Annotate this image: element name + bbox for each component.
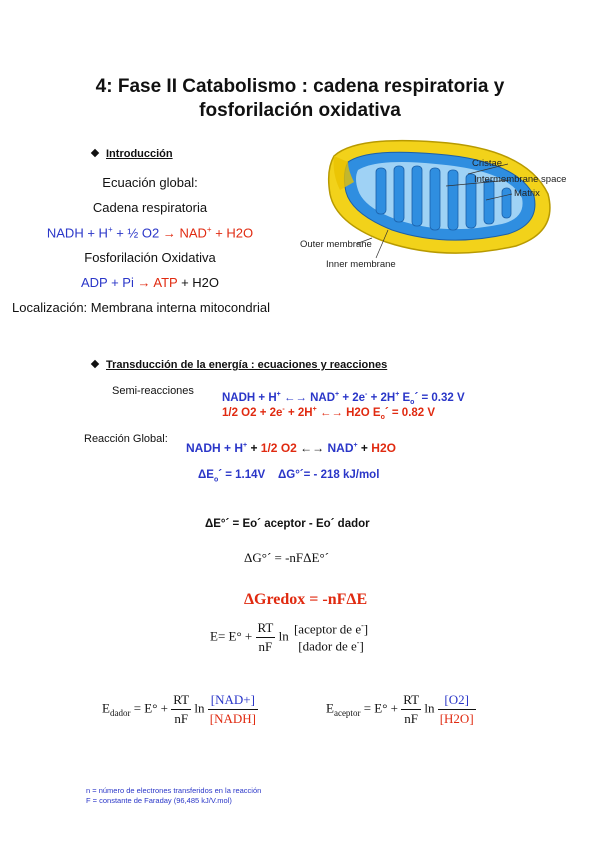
formula-nernst: E= E° + $\frac{RT}{nF}$ ln [aceptor de e-] [dador de e-] bbox=[210, 620, 369, 654]
label-cristae: Cristae bbox=[472, 158, 503, 169]
delta-values: $\Delta E_o´ = 1.14V$ ΔG°´= - 218 kJ/mol bbox=[198, 469, 380, 484]
reaccion-global: NADH + H+ + 1/2 O2 ←→ NAD+ + H2O bbox=[186, 441, 396, 455]
equation-atp: ADP + Pi → ATP + H2O bbox=[80, 275, 219, 290]
formula-delta-e: ΔE°´ = Eo´ aceptor - Eo´ dador bbox=[205, 518, 370, 530]
bullet-diamond-icon bbox=[91, 360, 99, 368]
mitochondrion-diagram bbox=[296, 134, 594, 274]
reaccion-global-label: Reacción Global: bbox=[84, 433, 168, 445]
fraction-rt-nf: $\frac{RT}{nF}$ bbox=[257, 620, 274, 654]
semi-reacciones-label: Semi-reacciones bbox=[112, 385, 194, 397]
label-intermembrane-space: Intermembrane space bbox=[474, 174, 567, 185]
label-outer-membrane: Outer membrane bbox=[300, 239, 372, 250]
page-title-line1: 4: Fase II Catabolismo : cadena respiratoria y bbox=[95, 76, 505, 97]
label-inner-membrane: Inner membrane bbox=[326, 259, 396, 270]
label-matrix: Matrix bbox=[514, 188, 540, 199]
cadena-respiratoria: Cadena respiratoria bbox=[92, 200, 208, 215]
semi-reaction-1: NADH + H+ ←→ NAD+ + 2e- + 2H+ $E_o´ = 0.32$ V bbox=[222, 391, 465, 407]
page-title-line2: fosforilación oxidativa bbox=[199, 100, 401, 121]
ecuacion-global: Ecuación global: bbox=[102, 175, 198, 190]
formula-delta-g: ΔG°´ = -nFΔE°´ bbox=[244, 550, 329, 565]
equation-nadh: NADH + H+ + ½ O2 → NAD+ + H2O bbox=[46, 225, 254, 241]
intro-heading: Introducción bbox=[92, 148, 173, 160]
footnote-f: F = constante de Faraday (96,485 kJ/V.mol) bbox=[86, 796, 232, 805]
fosforilacion-oxidativa: Fosforilación Oxidativa bbox=[84, 250, 216, 265]
formula-e-dador: $E_{dador} = E^\circ$ + $\frac{RT}{nF}$ ln $\frac{\text{[NAD+]}}{\text{[NADH]}}$ bbox=[102, 692, 256, 726]
footnote-n: n = número de electrones transferidos en la reacción bbox=[86, 786, 262, 795]
formula-e-aceptor: $E_{aceptor} = E^\circ$ + $\frac{RT}{nF}$ ln $\frac{[O2]}{[H2O]}$ bbox=[326, 692, 474, 726]
fraction-aceptor-dador: [aceptor de e-] [dador de e-] bbox=[293, 621, 369, 653]
localizacion: Localización: Membrana interna mitocondrial bbox=[12, 300, 270, 315]
formula-delta-g-redox: ΔGredox = -nFΔE bbox=[244, 591, 368, 608]
transduccion-heading: Transducción de la energía : ecuaciones y reacciones bbox=[92, 359, 387, 371]
bullet-diamond-icon bbox=[91, 149, 99, 157]
semi-reaction-2: 1/2 O2 + 2e- + 2H+ ←→ H2O $E_o´ = 0.82$ V bbox=[222, 406, 436, 422]
